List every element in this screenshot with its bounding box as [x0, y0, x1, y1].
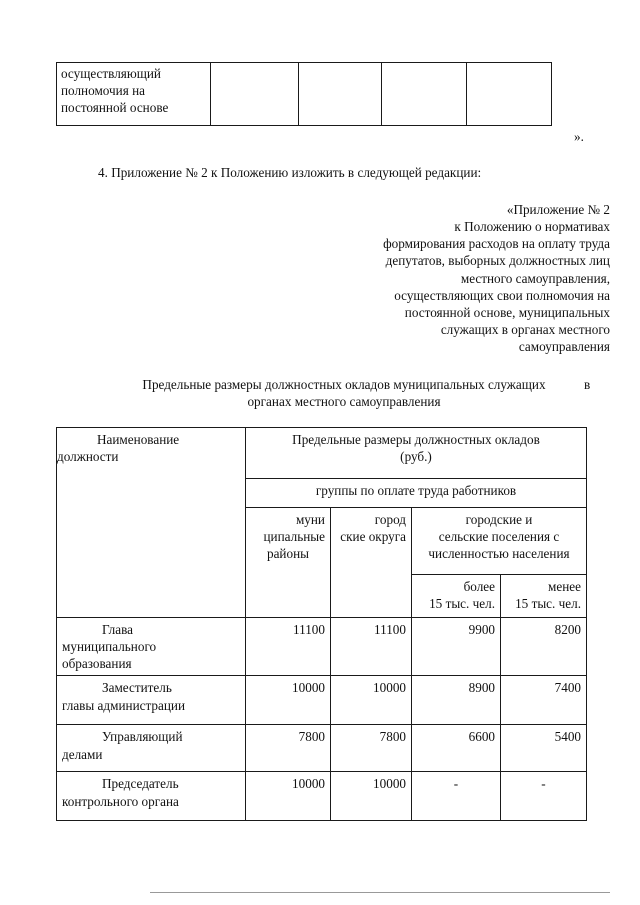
- annex-line: местного самоуправления,: [460, 270, 610, 286]
- salary-city-districts: 10000: [331, 676, 412, 725]
- name-line: главы администрации: [62, 697, 186, 713]
- salary-more-15k: 8900: [412, 676, 501, 725]
- title-line-2: органах местного самоуправления: [247, 394, 441, 410]
- name-line: Управляющий: [102, 729, 183, 745]
- header-text: городские и: [465, 512, 533, 527]
- table-row: [57, 772, 587, 821]
- annex-line: самоуправления: [518, 339, 610, 355]
- salary-less-15k: 5400: [501, 725, 587, 772]
- name-line: делами: [62, 746, 103, 762]
- salary-more-15k: 6600: [412, 725, 501, 772]
- header-text: сельские поселения с: [438, 529, 560, 545]
- header-text: Наименование: [97, 432, 180, 447]
- header-text: менее: [548, 579, 581, 594]
- table-row: [57, 618, 587, 676]
- table-header-row: [57, 428, 587, 479]
- salary-more-15k: 9900: [412, 618, 501, 676]
- label-line: осуществляющий: [61, 66, 161, 81]
- salary-less-15k: -: [501, 772, 587, 821]
- salary-municipal-districts: 7800: [246, 725, 331, 772]
- header-text: должности: [57, 449, 119, 465]
- salary-city-districts: 11100: [331, 618, 412, 676]
- position-name: [57, 676, 246, 725]
- annex-line: постоянной основе, муниципальных: [404, 304, 610, 320]
- header-text: численностью населения: [428, 546, 570, 562]
- name-line: контрольного органа: [62, 793, 179, 809]
- header-more-15k: [412, 575, 501, 618]
- salary-municipal-districts: 10000: [246, 772, 331, 821]
- salary-less-15k: 8200: [501, 618, 587, 676]
- name-line: образования: [62, 656, 132, 672]
- salary-municipal-districts: 11100: [246, 618, 331, 676]
- salary-more-15k: -: [412, 772, 501, 821]
- header-less-15k: [501, 575, 587, 618]
- header-text: муни: [295, 512, 325, 527]
- table-title: [74, 376, 614, 410]
- title-line-1-tail: в: [584, 377, 591, 392]
- header-municipal-districts: [246, 508, 331, 618]
- header-text: районы: [266, 546, 310, 562]
- annex-line: осуществляющих свои полномочия на: [394, 287, 610, 303]
- label-line: постоянной основе: [61, 100, 169, 116]
- empty-cell: [211, 63, 299, 126]
- header-groups: группы по оплате труда работников: [246, 479, 587, 508]
- position-name: [57, 725, 246, 772]
- salary-municipal-districts: 10000: [246, 676, 331, 725]
- position-label-cell: [57, 63, 211, 126]
- annex-line: к Положению о нормативах: [454, 219, 610, 235]
- header-position-name: [57, 428, 246, 618]
- header-text: 15 тыс. чел.: [515, 596, 581, 612]
- empty-cell: [299, 63, 382, 126]
- header-text: Предельные размеры должностных окладов: [292, 432, 540, 447]
- header-city-districts: [331, 508, 412, 618]
- paragraph-4: 4. Приложение № 2 к Положению изложить в следующей редакции:: [98, 165, 482, 180]
- header-limits: [246, 428, 587, 479]
- previous-table-fragment: [56, 62, 552, 126]
- name-line: муниципального: [62, 639, 157, 655]
- title-line-1: Предельные размеры должностных окладов муниципальных служащих: [142, 377, 546, 392]
- header-text: (руб.): [400, 449, 432, 465]
- header-text: город: [374, 512, 406, 527]
- name-line: Заместитель: [102, 680, 172, 696]
- name-line: Глава: [102, 622, 133, 637]
- annex-heading: [383, 201, 610, 355]
- position-name: [57, 772, 246, 821]
- annex-line: «Приложение № 2: [506, 202, 610, 217]
- page-bottom-rule: [150, 892, 610, 893]
- annex-line: служащих в органах местного: [440, 322, 610, 338]
- annex-line: формирования расходов на оплату труда: [383, 236, 610, 252]
- salary-less-15k: 7400: [501, 676, 587, 725]
- name-line: Председатель: [102, 776, 179, 792]
- table-row: [57, 63, 552, 126]
- header-text: ципальные: [263, 529, 325, 545]
- salary-city-districts: 10000: [331, 772, 412, 821]
- header-text: 15 тыс. чел.: [429, 596, 495, 612]
- annex-line: депутатов, выборных должностных лиц: [385, 253, 610, 269]
- table-row: [57, 725, 587, 772]
- closing-quote: ».: [574, 129, 584, 144]
- header-settlements: [412, 508, 587, 575]
- salary-limits-table: [56, 427, 587, 821]
- empty-cell: [467, 63, 552, 126]
- label-line: полномочия на: [61, 83, 146, 99]
- empty-cell: [382, 63, 467, 126]
- header-text: ские округа: [340, 529, 406, 545]
- header-text: более: [463, 579, 495, 594]
- table-row: [57, 676, 587, 725]
- salary-city-districts: 7800: [331, 725, 412, 772]
- position-name: [57, 618, 246, 676]
